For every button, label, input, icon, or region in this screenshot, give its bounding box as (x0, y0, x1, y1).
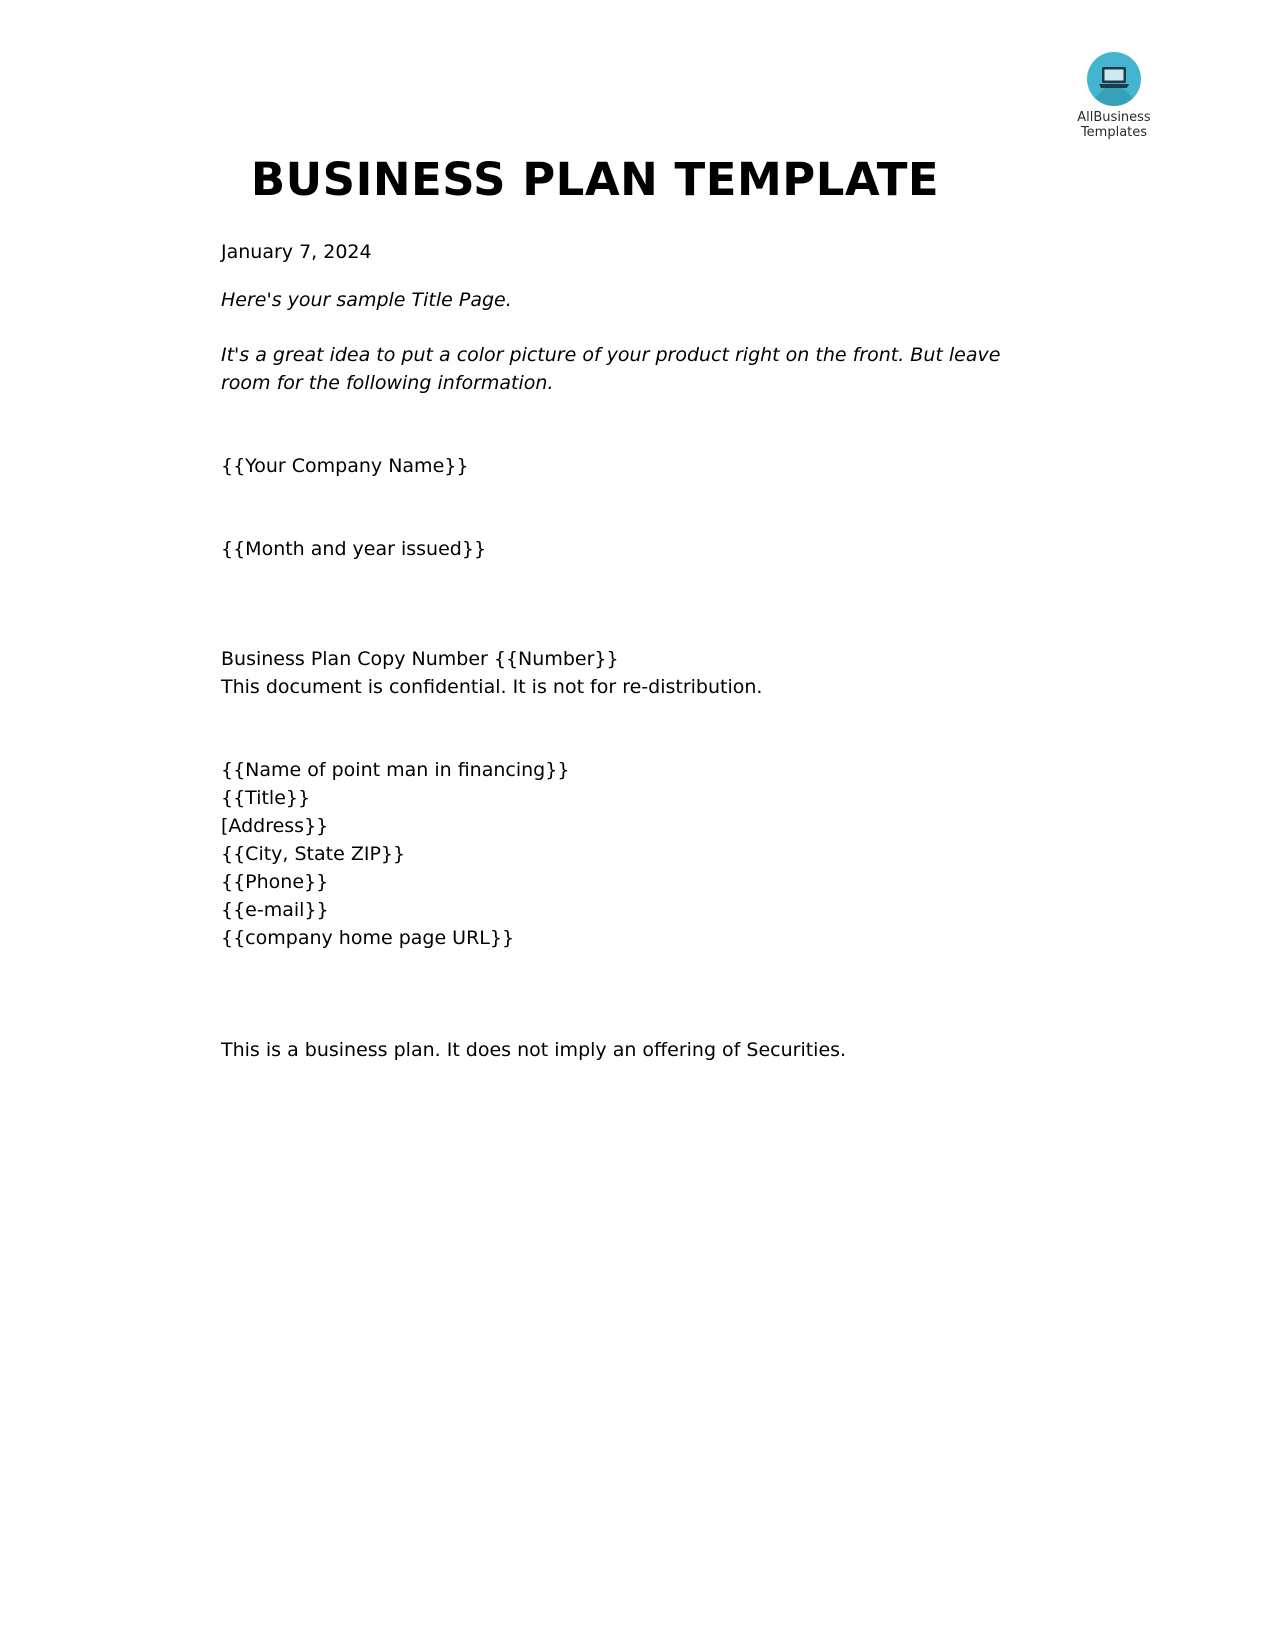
contact-title: {{Title}} (221, 787, 311, 809)
contact-email: {{e-mail}} (221, 899, 329, 921)
laptop-icon (1098, 65, 1130, 91)
copy-number: Business Plan Copy Number {{Number}} (221, 648, 619, 670)
confidential-notice: This document is confidential. It is not for re-distribution. (221, 676, 763, 698)
document-date: January 7, 2024 (221, 241, 372, 263)
document-title: BUSINESS PLAN TEMPLATE (250, 153, 940, 206)
issue-date-placeholder: {{Month and year issued}} (221, 538, 487, 560)
contact-address: [Address}} (221, 815, 329, 837)
logo-line1: AllBusiness (1077, 110, 1151, 125)
contact-block (221, 756, 981, 952)
disclaimer-text: This is a business plan. It does not imply an offering of Securities. (221, 1039, 847, 1061)
contact-phone: {{Phone}} (221, 871, 329, 893)
contact-url: {{company home page URL}} (221, 927, 515, 949)
logo-line2: Templates (1080, 125, 1148, 140)
allbusiness-templates-logo (1062, 52, 1166, 140)
logo-circle (1087, 52, 1141, 106)
tip-paragraph (221, 341, 1001, 397)
company-name-placeholder: {{Your Company Name}} (221, 455, 469, 477)
contact-city-state-zip: {{City, State ZIP}} (221, 843, 406, 865)
tip-line-2: room for the following information. (221, 372, 554, 394)
contact-name: {{Name of point man in financing}} (221, 759, 570, 781)
logo-text (1062, 110, 1166, 140)
intro-text: Here's your sample Title Page. (221, 289, 512, 311)
tip-line-1: It's a great idea to put a color picture of your product right on the front. But leave (221, 344, 1001, 366)
copy-info (221, 645, 981, 701)
